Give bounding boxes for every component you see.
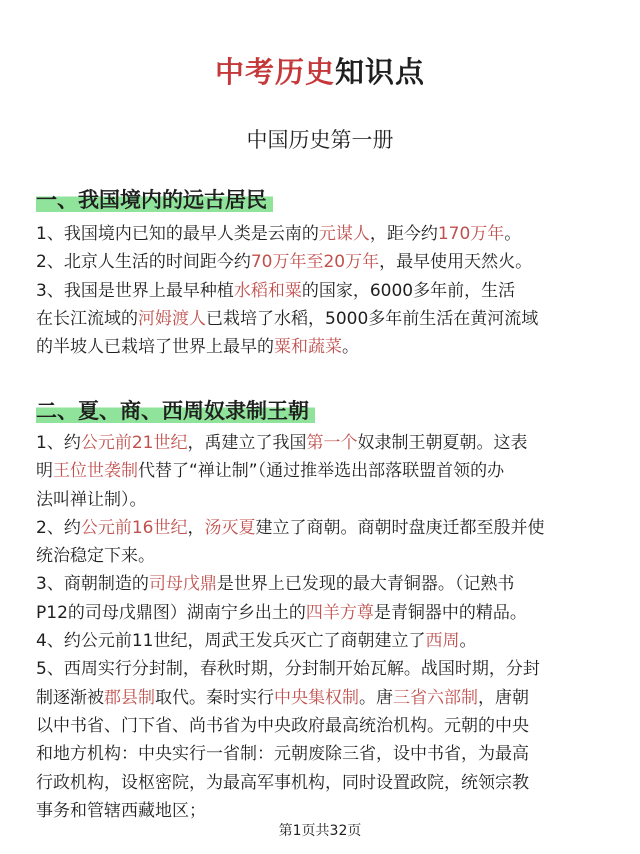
page-title-black: 知识点 xyxy=(335,55,426,89)
text-line xyxy=(36,542,608,570)
text-line xyxy=(36,486,608,514)
keyword: 第一个 xyxy=(306,433,358,453)
keyword: 四羊方尊 xyxy=(305,602,374,623)
text-line xyxy=(36,514,608,542)
keyword: 元谋人 xyxy=(318,224,370,244)
text-segment: 1、约 xyxy=(36,433,81,453)
text-segment: 。唐 xyxy=(359,687,393,708)
section-body-2 xyxy=(36,429,608,825)
text-segment: 以中书省、门下省、尚书省为中央政府最高统治机构。元朝的中央 xyxy=(36,715,529,736)
keyword: 70万年至20万年 xyxy=(250,252,380,273)
text-line xyxy=(36,220,608,248)
text-segment: 行政机构，设枢密院，为最高军事机构，同时设置政院，统领宗教 xyxy=(36,772,529,793)
text-line xyxy=(36,333,608,361)
text-segment: 2、北京人生活的时间距今约 xyxy=(36,252,251,273)
keyword: 170万年 xyxy=(437,224,505,244)
keyword: 水稻和粟 xyxy=(233,280,302,301)
section-heading-2-text: 二、夏、商、西周奴隶制王朝 xyxy=(36,397,315,425)
section-heading-2 xyxy=(36,397,315,425)
keyword: 中央集权制 xyxy=(274,687,359,708)
text-line xyxy=(36,740,608,768)
page-title-red: 中考历史 xyxy=(214,55,335,89)
keyword: 汤灭夏 xyxy=(204,517,256,538)
text-segment: ，唐朝 xyxy=(478,687,529,708)
text-segment: ，距今约 xyxy=(369,224,438,244)
text-segment: ，禹建立了我国 xyxy=(187,433,307,453)
page-subtitle: 中国历史第一册 xyxy=(246,128,394,152)
keyword: 郡县制 xyxy=(104,687,155,708)
text-line xyxy=(36,248,608,276)
text-segment: 5、西周实行分封制，春秋时期，分封制开始瓦解。战国时期，分封 xyxy=(36,659,540,680)
text-segment: 代替了“禅让制”（通过推举选出部落联盟首领的办 xyxy=(138,461,505,482)
text-line xyxy=(36,570,608,598)
text-segment: ， xyxy=(187,517,205,538)
text-segment: 已栽培了水稻，5000多年前生活在黄河流域 xyxy=(206,308,539,329)
text-segment: 4、约公元前11世纪，周武王发兵灭亡了商朝建立了 xyxy=(36,631,426,652)
section-heading-1 xyxy=(36,186,273,214)
text-line xyxy=(36,655,608,683)
text-segment: 。 xyxy=(459,631,477,652)
text-segment: 法叫禅让制）。 xyxy=(36,489,147,510)
text-segment: 统治稳定下来。 xyxy=(36,546,155,567)
text-segment: 制逐渐被 xyxy=(36,687,104,708)
text-segment: 明 xyxy=(36,461,53,482)
text-segment: ，最早使用天然火。 xyxy=(379,252,533,273)
keyword: 三省六部制 xyxy=(393,687,478,708)
text-line xyxy=(36,712,608,740)
text-segment: 是青铜器中的精品。 xyxy=(373,602,527,623)
text-segment: 在长江流域的 xyxy=(36,308,138,329)
keyword: 粟和蔬菜 xyxy=(274,337,342,358)
text-segment: 。 xyxy=(342,337,359,358)
text-segment: 建立了商朝。商朝时盘庚迁都至殷并使 xyxy=(255,517,545,538)
text-segment: 2、约 xyxy=(36,517,81,538)
text-line xyxy=(36,305,608,333)
keyword: 司母戊鼎 xyxy=(148,574,217,595)
keyword: 西周 xyxy=(425,631,460,652)
text-line xyxy=(36,429,608,457)
page-footer: 第1页共32页 xyxy=(278,823,362,839)
text-segment: 事务和管辖西藏地区； xyxy=(36,800,206,821)
text-line xyxy=(36,684,608,712)
section-body-1 xyxy=(36,220,608,361)
text-segment: 和地方机构：中央实行一省制：元朝废除三省，设中书省，为最高 xyxy=(36,744,529,765)
section-heading-1-text: 一、我国境内的远古居民 xyxy=(36,186,273,214)
keyword: 王位世袭制 xyxy=(53,461,138,482)
text-line xyxy=(36,627,608,655)
text-segment: 1、我国境内已知的最早人类是云南的 xyxy=(36,224,319,244)
text-segment: 是世界上已发现的最大青铜器。（记熟书 xyxy=(216,574,515,595)
text-line xyxy=(36,277,608,305)
keyword: 河姆渡人 xyxy=(138,308,206,329)
text-segment: 的国家，6000多年前，生活 xyxy=(301,280,516,301)
text-line xyxy=(36,457,608,485)
text-line xyxy=(36,769,608,797)
text-line xyxy=(36,599,608,627)
text-segment: 的半坡人已栽培了世界上最早的 xyxy=(36,337,274,358)
text-segment: 取代。秦时实行 xyxy=(155,687,274,708)
page-title xyxy=(0,50,640,91)
text-segment: 3、商朝制造的 xyxy=(36,574,149,595)
keyword: 公元前21世纪 xyxy=(80,433,188,453)
text-segment: 奴隶制王朝夏朝。这表 xyxy=(357,433,528,453)
keyword: 公元前16世纪 xyxy=(80,517,188,538)
text-segment: 3、我国是世界上最早种植 xyxy=(36,280,234,301)
text-segment: P12的司母戊鼎图）湖南宁乡出土的 xyxy=(36,602,306,623)
text-segment: 。 xyxy=(504,224,522,244)
